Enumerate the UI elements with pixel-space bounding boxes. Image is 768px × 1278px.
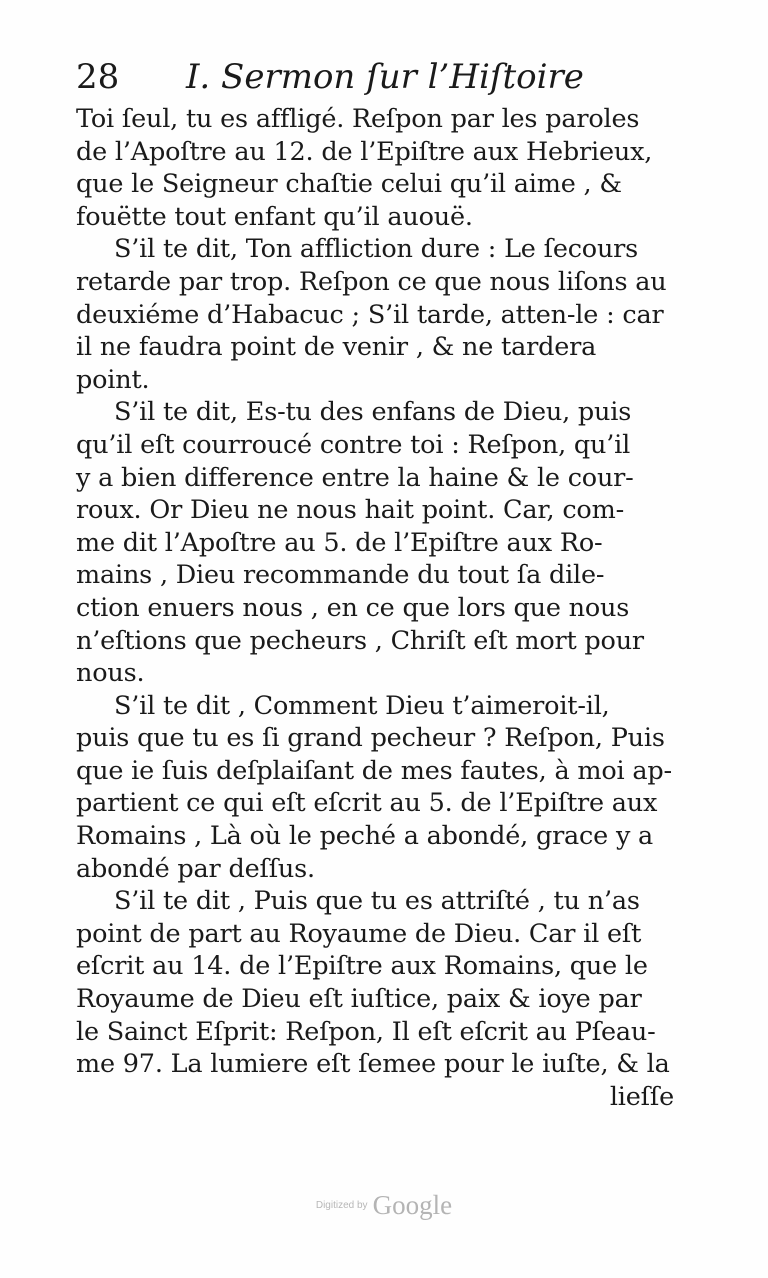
digitized-label: Digitized by [315,1200,368,1211]
running-title: I. Sermon ſur l’Hiſtoire [186,57,584,97]
text-line: qu’il eſt courroucé contre toi : Reſpon, qu’il [76,429,631,460]
text-line: que ie ſuis deſplaiſant de mes fautes, à moi ap- [76,755,672,786]
paragraph [76,103,676,233]
text-line: me 97. La lumiere eſt ſemee pour le iuſte, & la [76,1049,670,1080]
digitization-watermark [0,1190,768,1230]
text-line: il ne faudra point de venir , & ne tardera [76,332,597,363]
text-line: point de part au Royaume de Dieu. Car il eſt [76,918,642,949]
text-line: puis que tu es ſi grand pecheur ? Reſpon, Puis [76,723,665,754]
catchword: lieſſe [609,1081,674,1112]
text-line: eſcrit au 14. de l’Epiſtre aux Romains, que le [76,951,648,982]
text-line: Toi ſeul, tu es affligé. Reſpon par les paroles [76,104,640,134]
text-line: roux. Or Dieu ne nous hait point. Car, com- [76,495,624,526]
google-logo: Google [372,1190,453,1220]
text-line: deuxiéme d’Habacuc ; S’il tarde, atten-le : car [76,299,664,330]
text-line: mains , Dieu recommande du tout ſa dile- [76,560,605,591]
text-line: y a bien difference entre la haine & le cour- [76,462,634,493]
text-line: que le Seigneur chaſtie celui qu’il aime , & [76,169,622,200]
text-line: nous. [76,658,145,689]
text-line: S’il te dit , Comment Dieu t’aimeroit-il, [114,690,610,721]
text-line: de l’Apoſtre au 12. de l’Epiſtre aux Hebrieux, [76,136,653,167]
paragraph [76,233,676,396]
page-header [76,52,696,102]
paragraph [76,885,676,1113]
body-text [76,103,676,1113]
text-line: partient ce qui eſt eſcrit au 5. de l’Epiſtre aux [76,788,658,819]
page-number: 28 [76,57,120,97]
text-line: Romains , Là où le peché a abondé, grace y a [76,821,654,852]
paragraph [76,690,676,886]
text-line: le Sainct Eſprit: Reſpon, Il eſt eſcrit au Pſeau- [76,1016,656,1047]
text-line: S’il te dit, Ton affliction dure : Le ſecours [114,234,639,265]
text-line: abondé par deſſus. [76,853,315,884]
text-line: S’il te dit, Es-tu des enfans de Dieu, puis [114,397,632,428]
paragraph [76,396,676,689]
text-line: n’eſtions que pecheurs , Chriſt eſt mort pour [76,625,644,656]
text-line: ction enuers nous , en ce que lors que nous [76,592,630,623]
text-line: retarde par trop. Reſpon ce que nous liſons au [76,266,667,297]
text-line: fouëtte tout enfant qu’il auouë. [76,201,473,232]
text-line: S’il te dit , Puis que tu es attriſté , tu n’as [114,886,640,917]
text-line: Royaume de Dieu eſt iuſtice, paix & ioye par [76,984,642,1015]
text-line: me dit l’Apoſtre au 5. de l’Epiſtre aux Ro- [76,527,603,558]
text-line: point. [76,364,150,395]
